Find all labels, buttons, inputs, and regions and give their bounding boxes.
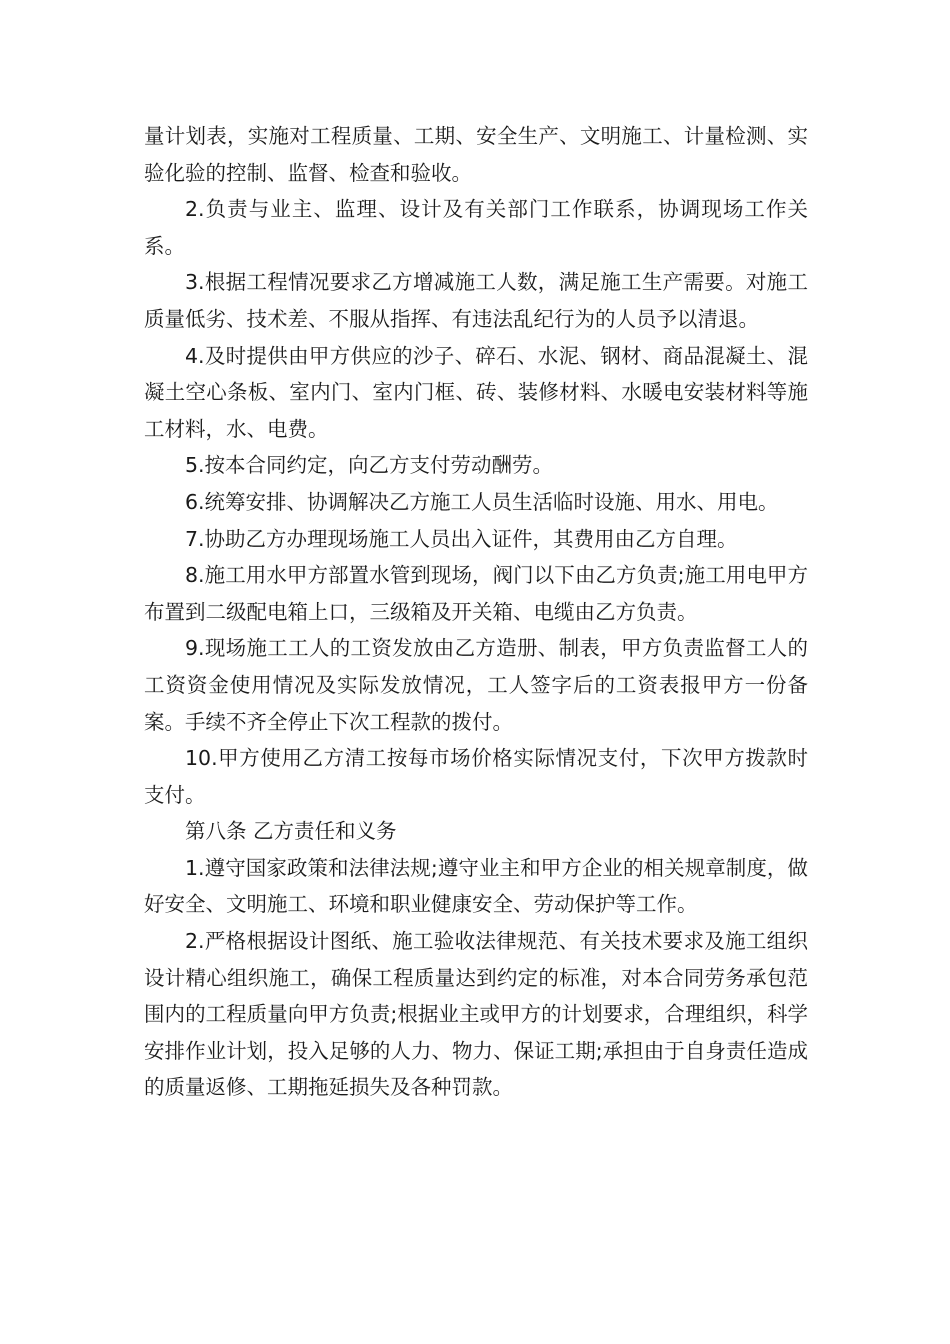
document-page [144,118,808,1106]
paragraph-item-6: 6.统筹安排、协调解决乙方施工人员生活临时设施、用水、用电。 [185,489,779,514]
paragraph-item-2: 2.负责与业主、监理、设计及有关部门工作联系，协调现场工作关系。 [144,197,808,258]
paragraph-item-8: 8.施工用水甲方部置水管到现场，阀门以下由乙方负责;施工用电甲方布置到二级配电箱上口，三级箱及开关箱、电缆由乙方负责。 [144,563,808,624]
paragraph-item-4: 4.及时提供由甲方供应的沙子、碎石、水泥、钢材、商品混凝土、混凝土空心条板、室内门、室内门框、砖、装修材料、水暖电安装材料等施工材料，水、电费。 [144,343,808,441]
section-heading: 第八条 乙方责任和义务 [185,819,397,844]
paragraph-continued: 量计划表，实施对工程质量、工期、安全生产、文明施工、计量检测、实验化验的控制、监督、检查和验收。 [144,124,808,185]
paragraph-item-5: 5.按本合同约定，向乙方支付劳动酬劳。 [185,453,554,478]
paragraph-item-10: 10.甲方使用乙方清工按每市场价格实际情况支付，下次甲方拨款时支付。 [144,746,808,807]
section-paragraph-2: 2.严格根据设计图纸、施工验收法律规范、有关技术要求及施工组织设计精心组织施工，确保工程质量达到约定的标准，对本合同劳务承包范围内的工程质量向甲方负责;根据业主或甲方的计划要求，合理组织，科学安排作业计划，投入足够的人力、物力、保证工期;承担由于自身责任造成的质量返修、工期拖延损失及各种罚款。 [144,929,808,1100]
paragraph-item-7: 7.协助乙方办理现场施工人员出入证件，其费用由乙方自理。 [185,526,738,551]
paragraph-item-3: 3.根据工程情况要求乙方增减施工人数，满足施工生产需要。对施工质量低劣、技术差、不服从指挥、有违法乱纪行为的人员予以清退。 [144,270,808,331]
section-paragraph-1: 1.遵守国家政策和法律法规;遵守业主和甲方企业的相关规章制度，做好安全、文明施工、环境和职业健康安全、劳动保护等工作。 [144,855,808,917]
paragraph-item-9: 9.现场施工工人的工资发放由乙方造册、制表，甲方负责监督工人的工资资金使用情况及实际发放情况，工人签字后的工资表报甲方一份备案。手续不齐全停止下次工程款的拨付。 [144,636,808,734]
